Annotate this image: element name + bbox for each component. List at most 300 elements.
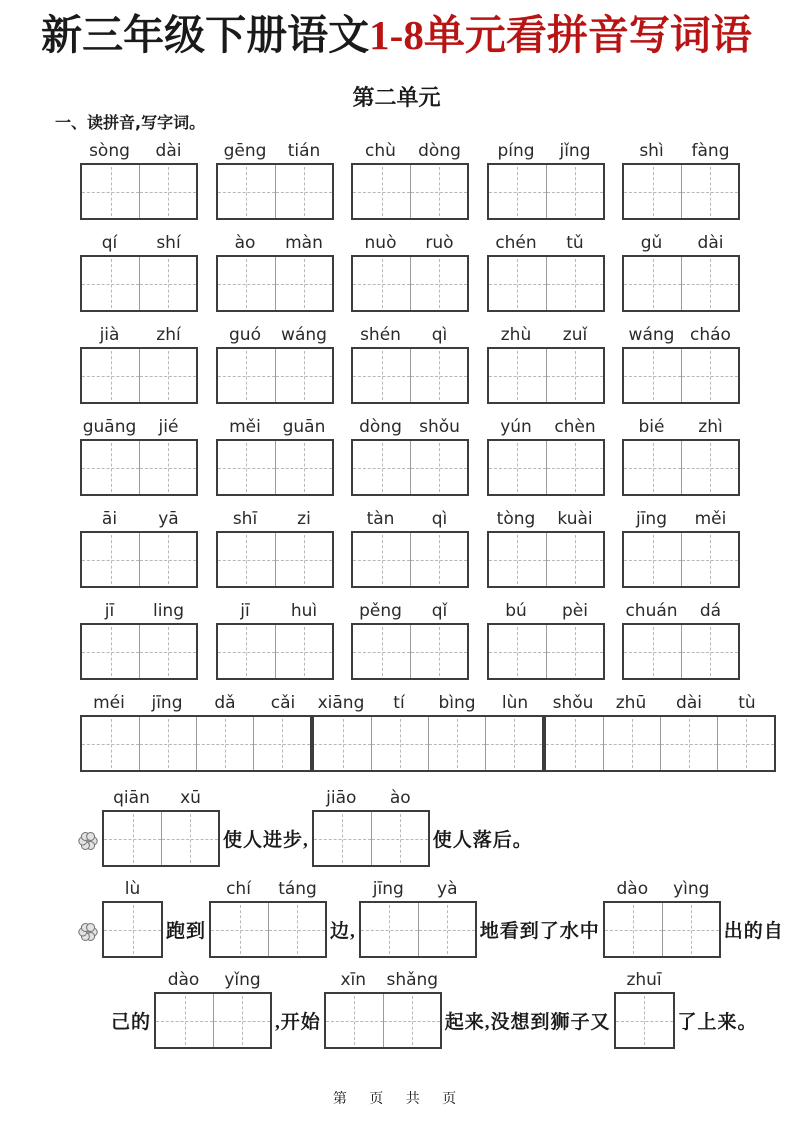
writing-grid [487,347,605,404]
grid-cell [82,717,139,770]
grid-cell [275,441,332,494]
pinyin-syllable: yún [500,417,532,438]
pinyin-syllable: huì [290,601,318,622]
grid-cell [218,441,275,494]
writing-grid [312,810,430,867]
word-group [351,323,469,404]
pinyin-syllable: chuán [625,601,678,622]
pinyin-syllable: kuài [557,509,593,530]
grid-cell [139,625,196,678]
pinyin-syllable: píng [497,141,535,162]
pinyin-row [544,691,776,715]
grid-cell [660,717,717,770]
pinyin-syllable: měi [229,417,261,438]
sentence-text: 起来,没想到狮子又 [444,1012,611,1034]
pinyin-syllable: chù [365,141,396,162]
pinyin-syllable: tù [738,693,756,714]
word-group [544,691,776,772]
writing-grid [351,347,469,404]
word-group [359,877,477,958]
sentence-text: 使人进步, [223,830,309,852]
writing-grid [154,992,272,1049]
pinyin-row [154,968,272,992]
word-group [487,231,605,312]
writing-grid [351,623,469,680]
sentence-rows [0,786,793,1049]
grid-cell [489,257,546,310]
grid-cell [546,165,603,218]
word-group [312,691,544,772]
pinyin-syllable: gǔ [640,233,663,254]
pinyin-row [216,231,334,255]
word-group [324,968,442,1049]
pinyin-row [209,877,327,901]
pinyin-syllable: cǎi [270,693,296,714]
writing-grid [102,810,220,867]
pinyin-row [603,877,721,901]
sentence-text: 了上来。 [677,1012,758,1034]
pinyin-row [216,415,334,439]
pinyin-row [487,139,605,163]
writing-grid [312,715,544,772]
grid-cell [218,349,275,402]
writing-grid [622,531,740,588]
grid-cell [428,717,485,770]
pinyin-row [622,415,740,439]
word-row [0,599,793,680]
flower-bullet-icon [78,922,98,942]
grid-cell [268,903,325,956]
writing-grid [487,531,605,588]
grid-cell [489,165,546,218]
writing-grid [487,163,605,220]
pinyin-syllable: tòng [496,509,536,530]
grid-cell [546,717,603,770]
pinyin-row [622,507,740,531]
word-group [102,786,220,867]
word-group [487,415,605,496]
writing-grid [216,531,334,588]
grid-cell [410,441,467,494]
writing-grid [80,531,198,588]
pinyin-syllable: ruò [425,233,454,254]
pinyin-syllable: wáng [281,325,327,346]
word-group [80,139,198,220]
grid-cell [196,717,253,770]
pinyin-row [351,507,469,531]
word-row [0,139,793,220]
pinyin-syllable: měi [694,509,727,530]
grid-cell [681,533,738,586]
grid-cell [211,903,268,956]
sentence-text: 边, [330,921,356,943]
pinyin-syllable: zhì [698,417,723,438]
grid-cell [139,257,196,310]
writing-grid [216,347,334,404]
word-group [351,599,469,680]
grid-cell [275,349,332,402]
pinyin-row [487,323,605,347]
grid-cell [218,625,275,678]
grid-cell [410,533,467,586]
pinyin-syllable: dào [167,970,200,991]
pinyin-syllable: jǐng [559,141,591,162]
pinyin-syllable: xīn [340,970,367,991]
pinyin-syllable: shì [639,141,664,162]
pinyin-syllable: dòng [418,141,461,162]
grid-cell [371,812,428,865]
word-group [216,507,334,588]
word-group [487,139,605,220]
pinyin-syllable: dài [676,693,702,714]
writing-grid [622,439,740,496]
writing-grid [614,992,675,1049]
pinyin-syllable: āi [101,509,118,530]
sentence-text: 出的自 [723,921,784,943]
writing-grid [351,531,469,588]
grid-cell [485,717,542,770]
pinyin-syllable: gēng [223,141,267,162]
word-group [622,139,740,220]
grid-cell [681,441,738,494]
pinyin-syllable: bié [638,417,665,438]
pinyin-syllable: tián [287,141,321,162]
writing-grid [351,255,469,312]
word-group [351,415,469,496]
writing-grid [544,715,776,772]
grid-cell [489,441,546,494]
word-group [80,415,198,496]
pinyin-row [216,599,334,623]
pinyin-row [216,139,334,163]
sentence-text: 己的 [111,1012,152,1034]
pinyin-row [102,877,163,901]
grid-cell [156,994,213,1047]
writing-grid [216,163,334,220]
pinyin-syllable: fàng [691,141,730,162]
writing-grid [351,163,469,220]
page-footer: 第 页 共 页 [332,1091,461,1107]
grid-cell [681,257,738,310]
word-row [0,415,793,496]
pinyin-row [614,968,675,992]
pinyin-row [487,231,605,255]
grid-cell [624,349,681,402]
word-group [209,877,327,958]
writing-grid [359,901,477,958]
pinyin-syllable: zhuī [626,970,662,991]
pinyin-row [622,599,740,623]
grid-cell [218,257,275,310]
grid-cell [371,717,428,770]
writing-grid [622,255,740,312]
grid-cell [275,165,332,218]
grid-cell [139,533,196,586]
pinyin-syllable: méi [93,693,125,714]
grid-cell [616,994,673,1047]
grid-cell [489,533,546,586]
word-group [312,786,430,867]
word-group [216,139,334,220]
pinyin-row [359,877,477,901]
pinyin-row [622,139,740,163]
pinyin-syllable: zhí [156,325,181,346]
word-group [154,968,272,1049]
grid-cell [253,717,310,770]
writing-grid [80,163,198,220]
writing-grid [351,439,469,496]
grid-cell [681,625,738,678]
word-row [0,231,793,312]
pinyin-syllable: xiāng [317,693,365,714]
grid-cell [624,625,681,678]
grid-cell [662,903,719,956]
word-group [80,507,198,588]
title-band [0,81,793,133]
unit-title: 第二单元 [352,85,441,111]
pinyin-syllable: zhū [615,693,647,714]
word-group [80,691,312,772]
pinyin-syllable: lù [124,879,141,900]
pinyin-row [216,507,334,531]
writing-grid [216,623,334,680]
pinyin-syllable: yìng [673,879,710,900]
pinyin-syllable: guāng [82,417,137,438]
pinyin-syllable: chén [495,233,537,254]
pinyin-syllable: dá [699,601,722,622]
grid-cell [410,257,467,310]
writing-grid [80,439,198,496]
pinyin-syllable: jī [104,601,115,622]
pinyin-syllable: jià [99,325,120,346]
sentence-text: ,开始 [275,1012,321,1034]
grid-cell [624,533,681,586]
pinyin-syllable: guān [282,417,326,438]
pinyin-syllable: qí [101,233,118,254]
sentence-text: 跑到 [166,921,207,943]
word-row [0,323,793,404]
pinyin-syllable: jiāo [326,788,357,809]
grid-cell [82,165,139,218]
word-group [351,507,469,588]
word-group [622,231,740,312]
pinyin-row [351,231,469,255]
pinyin-syllable: qì [431,325,448,346]
pinyin-syllable: guó [229,325,261,346]
grid-cell [82,625,139,678]
writing-grid [487,623,605,680]
grid-cell [546,349,603,402]
pinyin-syllable: jīng [372,879,404,900]
writing-grid [209,901,327,958]
pinyin-row [312,786,430,810]
pinyin-row [487,507,605,531]
grid-cell [82,257,139,310]
grid-cell [326,994,383,1047]
pinyin-syllable: cháo [690,325,731,346]
pinyin-syllable: bìng [438,693,476,714]
pinyin-row [80,415,198,439]
word-group [614,968,675,1049]
grid-cell [353,625,410,678]
word-group [80,231,198,312]
pinyin-syllable: yà [437,879,458,900]
pinyin-syllable: shǒu [419,417,460,438]
pinyin-syllable: shǒu [552,693,594,714]
sentence-text: 使人落后。 [432,830,533,852]
header-title-red: 1-8单元看拼音写词语 [369,12,752,58]
writing-grid [622,163,740,220]
pinyin-syllable: zi [297,509,311,530]
grid-cell [275,625,332,678]
grid-cell [624,165,681,218]
pinyin-syllable: pèi [562,601,588,622]
pinyin-syllable: zuǐ [562,325,588,346]
grid-cell [681,349,738,402]
sentence-line [0,786,793,867]
pinyin-syllable: ling [152,601,184,622]
sentence-line [0,877,793,958]
grid-cell [546,257,603,310]
pinyin-syllable: pěng [359,601,402,622]
pinyin-row [487,599,605,623]
word-group [216,599,334,680]
writing-grid [216,255,334,312]
word-group [216,323,334,404]
grid-cell [353,533,410,586]
pinyin-syllable: chí [226,879,251,900]
pinyin-syllable: bú [505,601,527,622]
pinyin-row [80,139,198,163]
grid-cell [489,625,546,678]
flower-bullet-icon [78,831,98,851]
pinyin-syllable: shī [232,509,258,530]
pinyin-syllable: xū [180,788,201,809]
pinyin-syllable: yǐng [224,970,261,991]
grid-cell [410,165,467,218]
grid-cell [624,441,681,494]
pinyin-row [80,323,198,347]
word-group [216,415,334,496]
word-group [80,323,198,404]
word-group [603,877,721,958]
writing-grid [80,715,312,772]
grid-cell [104,903,161,956]
pinyin-row [351,139,469,163]
grid-cell [383,994,440,1047]
grid-cell [717,717,774,770]
pinyin-syllable: shí [156,233,181,254]
word-rows [0,139,793,772]
pinyin-syllable: zhù [500,325,532,346]
word-group [80,599,198,680]
grid-cell [314,717,371,770]
pinyin-row [80,507,198,531]
grid-cell [218,533,275,586]
word-group [351,231,469,312]
pinyin-row [351,323,469,347]
pinyin-row [324,968,442,992]
grid-cell [546,533,603,586]
pinyin-syllable: yā [158,509,179,530]
grid-cell [624,257,681,310]
section-instruction: 一、读拼音,写字词。 [55,113,206,133]
grid-cell [603,717,660,770]
pinyin-syllable: tí [393,693,405,714]
grid-cell [161,812,218,865]
pinyin-syllable: ào [389,788,411,809]
writing-grid [622,623,740,680]
pinyin-syllable: lùn [501,693,529,714]
grid-cell [213,994,270,1047]
pinyin-syllable: dài [155,141,182,162]
grid-cell [139,165,196,218]
pinyin-syllable: qǐ [431,601,448,622]
pinyin-syllable: dòng [359,417,402,438]
pinyin-syllable: jīng [635,509,667,530]
writing-grid [487,439,605,496]
grid-cell [314,812,371,865]
grid-cell [82,441,139,494]
pinyin-row [351,599,469,623]
grid-cell [139,717,196,770]
grid-cell [82,533,139,586]
pinyin-row [351,415,469,439]
word-group [102,877,163,958]
pinyin-syllable: ào [234,233,256,254]
word-group [622,599,740,680]
grid-cell [218,165,275,218]
pinyin-syllable: dǎ [214,693,236,714]
pinyin-syllable: chèn [554,417,596,438]
writing-grid [80,623,198,680]
word-group [622,507,740,588]
writing-grid [603,901,721,958]
writing-grid [487,255,605,312]
pinyin-syllable: shén [360,325,401,346]
word-group [487,507,605,588]
word-group [216,231,334,312]
grid-cell [353,165,410,218]
writing-grid [324,992,442,1049]
pinyin-syllable: dào [616,879,649,900]
pinyin-syllable: jīng [151,693,183,714]
word-group [351,139,469,220]
pinyin-syllable: qì [431,509,448,530]
pinyin-syllable: tàn [366,509,395,530]
pinyin-syllable: màn [285,233,323,254]
writing-grid [216,439,334,496]
pinyin-row [216,323,334,347]
pinyin-row [80,691,312,715]
pinyin-row [622,231,740,255]
grid-cell [104,812,161,865]
grid-cell [605,903,662,956]
pinyin-syllable: wáng [628,325,675,346]
pinyin-row [102,786,220,810]
word-row [0,507,793,588]
grid-cell [546,441,603,494]
pinyin-syllable: sòng [89,141,130,162]
grid-cell [410,625,467,678]
pinyin-syllable: nuò [364,233,397,254]
pinyin-syllable: shǎng [386,970,439,991]
word-group [622,415,740,496]
sentence-text: 地看到了水中 [479,921,600,943]
pinyin-row [80,599,198,623]
grid-cell [418,903,475,956]
grid-cell [275,533,332,586]
